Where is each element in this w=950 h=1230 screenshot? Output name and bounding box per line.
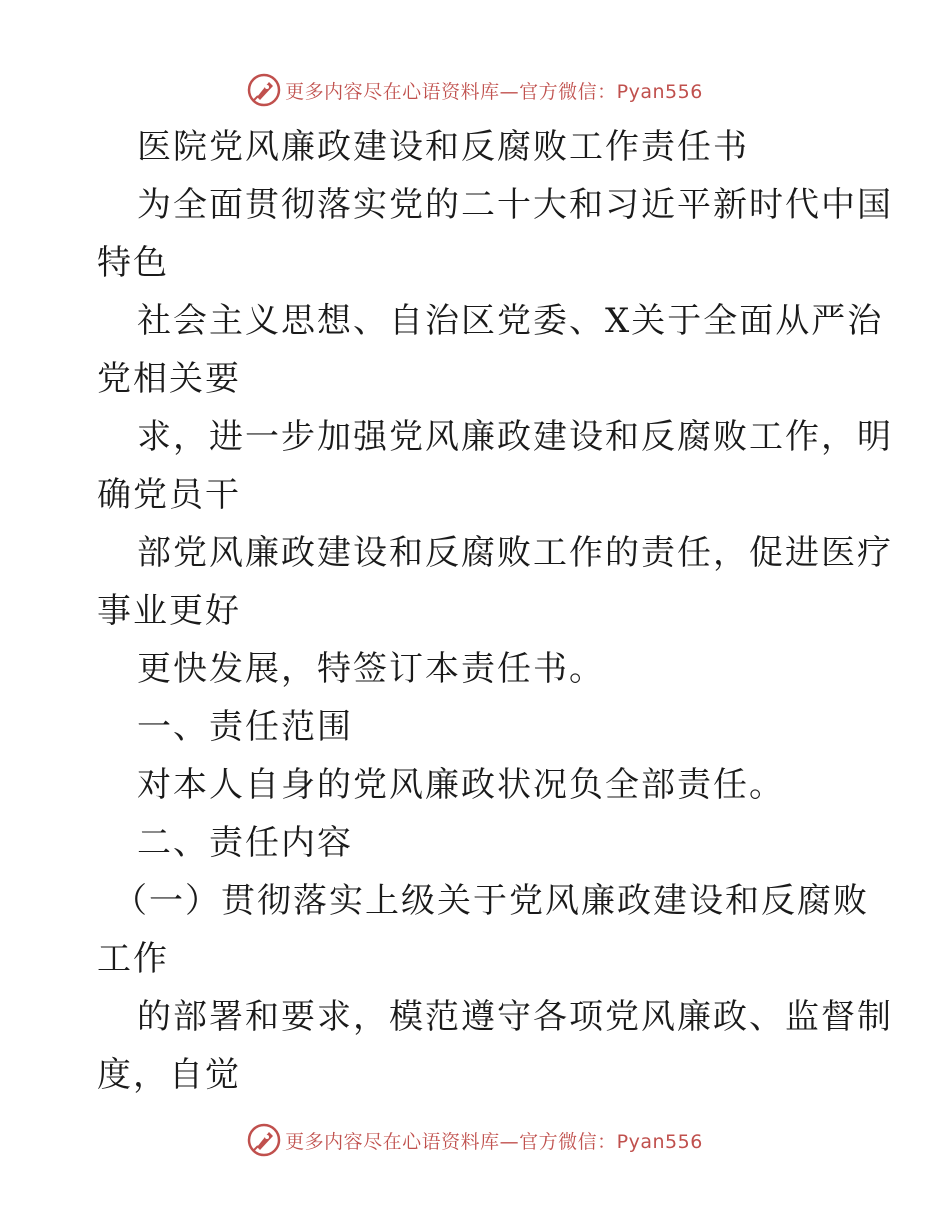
paragraph-line: 求，进一步加强党风廉政建设和反腐败工作，明 <box>137 417 893 457</box>
pen-nib-logo-icon <box>247 73 281 107</box>
header-watermark <box>0 70 950 110</box>
section-heading: 二、责任内容 <box>137 823 353 863</box>
paragraph-line: （一）贯彻落实上级关于党风廉政建设和反腐败 <box>113 881 869 921</box>
paragraph-line: 社会主义思想、自治区党委、X关于全面从严治 <box>137 301 884 341</box>
paragraph-line: 确党员干 <box>97 475 241 515</box>
footer-watermark <box>0 1120 950 1160</box>
paragraph-line: 更快发展，特签订本责任书。 <box>137 649 605 689</box>
paragraph-line: 党相关要 <box>97 359 241 399</box>
paragraph-line: 的部署和要求，模范遵守各项党风廉政、监督制 <box>137 997 893 1037</box>
pen-nib-logo-icon <box>247 1123 281 1157</box>
paragraph-line: 对本人自身的党风廉政状况负全部责任。 <box>137 765 785 805</box>
document-title: 医院党风廉政建设和反腐败工作责任书 <box>137 127 749 167</box>
paragraph-line: 部党风廉政建设和反腐败工作的责任，促进医疗 <box>137 533 893 573</box>
paragraph-line: 特色 <box>97 243 169 283</box>
paragraph-line: 为全面贯彻落实党的二十大和习近平新时代中国 <box>137 185 893 225</box>
paragraph-line: 事业更好 <box>97 591 241 631</box>
paragraph-line: 工作 <box>97 939 169 979</box>
watermark-text: 更多内容尽在心语资料库—官方微信：Pyan556 <box>285 80 703 103</box>
paragraph-line: 度，自觉 <box>97 1055 241 1095</box>
watermark-text: 更多内容尽在心语资料库—官方微信：Pyan556 <box>285 1130 703 1153</box>
section-heading: 一、责任范围 <box>137 707 353 747</box>
